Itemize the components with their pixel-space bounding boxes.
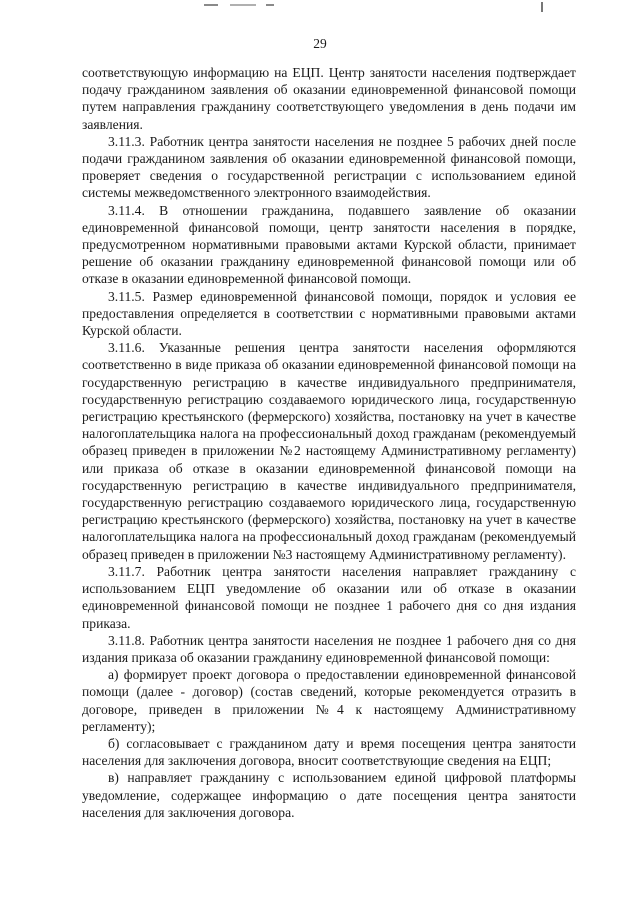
list-item-v: в) направляет гражданину с использованием единой цифровой платформы уведомление, содержащее информацию о дате посещения центра занятости населения для заключения договора. [82, 770, 576, 820]
scan-artifact [541, 2, 543, 12]
document-body [82, 64, 576, 821]
scan-artifact [230, 4, 256, 6]
list-item-a: а) формирует проект договора о предоставлении единовременной финансовой помощи (далее - договор) (состав сведений, которые рекомендуется отразить в договоре, приведен в приложении №4 к настоящему Административному регламенту); [82, 667, 576, 734]
paragraph-3-11-7: 3.11.7. Работник центра занятости населения направляет гражданину с использованием ЕЦП уведомление об оказании или об отказе в оказании единовременной финансовой помощи не позднее 1 рабочего дня со дня издания приказа. [82, 563, 576, 631]
scan-artifact [204, 4, 218, 6]
scan-artifact [266, 4, 274, 6]
paragraph-3-11-6: 3.11.6. Указанные решения центра занятости населения оформляются соответственно в виде приказа об оказании единовременной финансовой помощи на государственную регистрацию в качестве индивидуального предпринимателя, государственную регистрацию создаваемого юридического лица, государственную регистрацию крестьянского (фермерского) хозяйства, постановку на учет в качестве налогоплательщика налога на профессиональный доход гражданам (рекомендуемый образец приведен в приложении №2 настоящему Административному регламенту) или приказа об отказе в оказании единовременной финансовой помощи на государственную регистрацию в качестве индивидуального предпринимателя, государственную регистрацию создаваемого юридического лица, государственную регистрацию крестьянского (фермерского) хозяйства, постановку на учет в качестве налогоплательщика налога на профессиональный доход гражданам (рекомендуемый образец приведен в приложении №3 настоящему Административному регламенту). [82, 340, 576, 562]
paragraph-3-11-3: 3.11.3. Работник центра занятости населения не позднее 5 рабочих дней после подачи гражданином заявления об оказании единовременной финансовой помощи, проверяет сведения о государственной регистрации с использованием единой системы межведомственного электронного взаимодействия. [82, 133, 576, 201]
page-number: 29 [313, 36, 327, 51]
paragraph-3-11-8: 3.11.8. Работник центра занятости населения не позднее 1 рабочего дня со дня издания приказа об оказании гражданину единовременной финансовой помощи: [82, 632, 576, 665]
paragraph-3-11-4: 3.11.4. В отношении гражданина, подавшего заявление об оказании единовременной финансовой помощи, центр занятости населения в порядке, предусмотренном нормативными правовыми актами Курской области, принимает решение об оказании гражданину единовременной финансовой помощи или об отказе в оказании единовременной финансовой помощи. [82, 202, 576, 287]
paragraph-3-11-5: 3.11.5. Размер единовременной финансовой помощи, порядок и условия ее предоставления определяется в соответствии с нормативными правовыми актами Курской области. [82, 288, 576, 339]
paragraph-continuation: соответствующую информацию на ЕЦП. Центр занятости населения подтверждает подачу гражданином заявления об оказании единовременной финансовой помощи путем направления гражданину соответствующего уведомления в день подачи им заявления. [82, 65, 576, 132]
list-item-b: б) согласовывает с гражданином дату и время посещения центра занятости населения для заключения договора, вносит соответствующие сведения на ЕЦП; [82, 735, 576, 769]
